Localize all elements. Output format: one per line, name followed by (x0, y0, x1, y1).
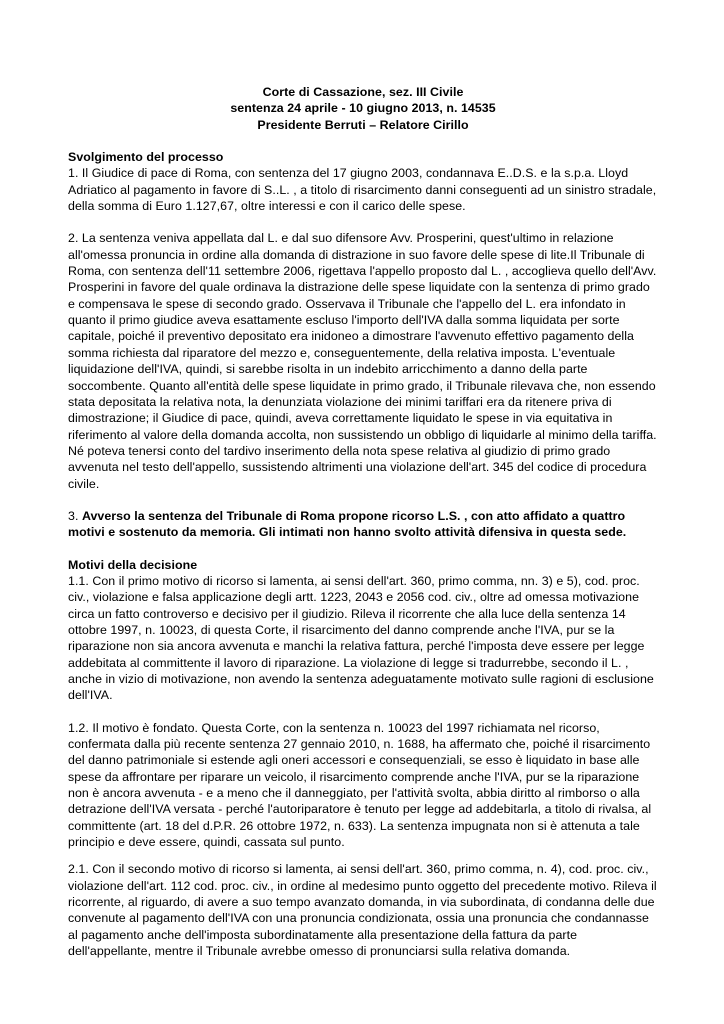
paragraph-3-number: 3. (68, 508, 82, 523)
paragraph-1: 1. Il Giudice di pace di Roma, con sentenza del 17 giugno 2003, condannava E..D.S. e la s.p.a. Lloyd Adriatico al pagamento in favore di S..L. , a titolo di risarcimento danni conseguenti ad un sinistro stradale, della somma di Euro 1.127,67, oltre interessi e con il carico delle spese. (68, 166, 657, 214)
paragraph-3-bold-text: Avverso la sentenza del Tribunale di Roma propone ricorso L.S. , con atto affidato a quattro motivi e sostenuto da memoria. Gli intimati non hanno svolto attività difensiva in questa sede. (68, 508, 627, 540)
section-title-decision: Motivi della decisione (68, 557, 198, 572)
judges-line: Presidente Berruti – Relatore Cirillo (257, 117, 469, 132)
section-title-proceedings: Svolgimento del processo (68, 150, 224, 165)
court-name: Corte di Cassazione, sez. III Civile (262, 85, 464, 99)
document-page (68, 84, 658, 960)
document-header (68, 84, 658, 133)
paragraph-2-1: 2.1. Con il secondo motivo di ricorso si lamenta, ai sensi dell'art. 360, primo comma, n. 4), cod. proc. civ., violazione dell'art. 112 cod. proc. civ., in ordine al medesimo punto oggetto del precedente motivo. Rileva il ricorrente, al riguardo, di avere a suo tempo avanzato domanda, in via subordinata, di condanna delle due convenute al pagamento dell'IVA con una pronuncia condizionata, ossia una pronuncia che condannasse al pagamento anche dell'imposta subordinatamente alla presentazione della fattura da parte dell'appellante, mentre il Tribunale avrebbe omesso di pronunciarsi sulla relativa domanda. (68, 862, 657, 959)
sentence-reference: sentenza 24 aprile - 10 giugno 2013, n. 14535 (230, 101, 496, 116)
paragraph-2: 2. La sentenza veniva appellata dal L. e dal suo difensore Avv. Prosperini, quest'ultimo in relazione all'omessa pronuncia in ordine alla domanda di distrazione in suo favore delle spese di lite.Il Tribunale di Roma, con sentenza dell'11 settembre 2006, rigettava l'appello proposto dal L. , accoglieva quello dell'Avv. Prosperini in favore del quale ordinava la distrazione delle spese liquidate con la sentenza di primo grado e compensava le spese di secondo grado. Osservava il Tribunale che l'appello del L. era infondato in quanto il primo giudice aveva esattamente escluso l'importo dell'IVA dalla somma liquidata per sorte capitale, poiché il preventivo depositato era inidoneo a dimostrare l'avvenuto effettivo pagamento della somma richiesta dal riparatore del mezzo e, conseguentemente, della relativa imposta. L'eventuale liquidazione dell'IVA, quindi, si sarebbe risolta in un indebito arricchimento a danno della parte soccombente. Quanto all'entità delle spese liquidate in primo grado, il Tribunale rilevava che, non essendo stata depositata la relativa nota, la denunziata violazione dei minimi tariffari era da ritenere priva di dimostrazione; il Giudice di pace, quindi, aveva correttamente liquidato le spese in via equitativa in riferimento al valore della domanda accolta, non sussistendo un obbligo di liquidarle al minimo della tariffa. Né poteva tenersi conto del tardivo inserimento della nota spese relativa al giudizio di primo grado avvenuta nel testo dell'appello, sussistendo altrimenti una violazione dell'art. 345 del codice di procedura civile. (68, 231, 657, 491)
paragraph-1-1: 1.1. Con il primo motivo di ricorso si lamenta, ai sensi dell'art. 360, primo comma, nn. 3) e 5), cod. proc. civ., violazione e falsa applicazione degli artt. 1223, 2043 e 2056 cod. civ., oltre ad omessa motivazione circa un fatto controverso e decisivo per il giudizio. Rileva il ricorrente che alla luce della sentenza 14 ottobre 1997, n. 10023, di questa Corte, il risarcimento del danno comprende anche l'IVA, pur se la riparazione non sia ancora avvenuta e manchi la relativa fattura, perché l'imposta deve essere per legge addebitata al committente il lavoro di riparazione. La violazione di legge si tradurrebbe, secondo il L. , anche in vizio di motivazione, non avendo la sentenza adeguatamente motivato sulle ragioni di esclusione dell'IVA. (68, 573, 654, 703)
paragraph-1-2: 1.2. Il motivo è fondato. Questa Corte, con la sentenza n. 10023 del 1997 richiamata nel ricorso, confermata dalla più recente sentenza 27 gennaio 2010, n. 1688, ha affermato che, poiché il risarcimento del danno patrimoniale si estende agli oneri accessori e consequenziali, se esso è liquidato in base alle spese da affrontare per riparare un veicolo, il risarcimento comprende anche l'IVA, pur se la riparazione non è ancora avvenuta - e a meno che il danneggiato, per l'attività svolta, abbia diritto al rimborso o alla detrazione dell'IVA versata - perché l'autoriparatore è tenuto per legge ad addebitarla, a titolo di rivalsa, al committente (art. 18 del d.P.R. 26 ottobre 1972, n. 633). La sentenza impugnata non si è attenuta a tale principio e deve essere, quindi, cassata sul punto. (68, 720, 652, 850)
paragraph-3 (68, 508, 658, 541)
